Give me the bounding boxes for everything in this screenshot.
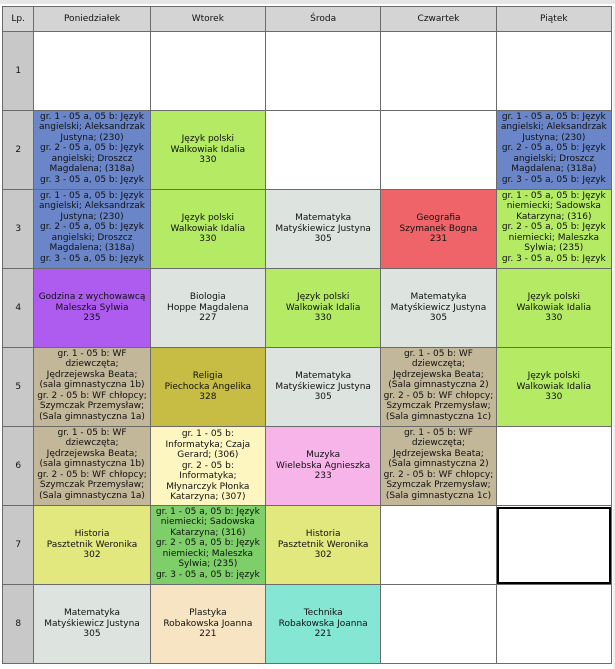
- timetable-cell-wednesday[interactable]: [266, 427, 381, 506]
- lesson-row-4: [3, 269, 612, 348]
- lesson-text: [381, 586, 495, 663]
- timetable-cell-tuesday[interactable]: [150, 190, 265, 269]
- timetable-cell-monday[interactable]: [34, 348, 150, 427]
- lesson-row-5: [3, 348, 612, 427]
- lesson-text: Matematyka Matyśkiewicz Justyna 305: [44, 608, 140, 640]
- lesson-text: [266, 33, 380, 110]
- header-row: [3, 7, 612, 32]
- timetable-cell-friday[interactable]: [496, 585, 611, 664]
- timetable-cell-friday[interactable]: [496, 506, 611, 585]
- lesson-text: gr. 1 - 05 a, 05 b: Język niemiecki; Sadowska Katarzyna; (316) gr. 2 - 05 a, 05 b: Język niemiecki; Maleszka Sylwia; (235) gr. 3 - 05 a, 05 b: język: [155, 506, 260, 580]
- lesson-text: Technika Robakowska Joanna 221: [278, 608, 368, 640]
- lesson-text: [381, 33, 495, 110]
- timetable-cell-thursday[interactable]: [381, 427, 496, 506]
- timetable-cell-wednesday[interactable]: [266, 269, 381, 348]
- lesson-text: Plastyka Robakowska Joanna 221: [163, 608, 253, 640]
- timetable-cell-monday[interactable]: [34, 585, 150, 664]
- lesson-number[interactable]: 1: [3, 32, 34, 111]
- lesson-number[interactable]: 4: [3, 269, 34, 348]
- lesson-text: Biologia Hoppe Magdalena 227: [167, 292, 249, 324]
- header-day-tuesday[interactable]: Wtorek: [150, 7, 265, 32]
- timetable-cell-tuesday[interactable]: [150, 111, 265, 190]
- lesson-row-1: [3, 32, 612, 111]
- lesson-text: gr. 1 - 05 a, 05 b: Język angielski; Aleksandrzak Justyna; (230) gr. 2 - 05 a, 05 b: Język angielski; Droszcz Magdalena; (318a) gr. 3 - 05 a, 05 b: Język: [39, 111, 145, 185]
- lesson-row-2: [3, 111, 612, 190]
- timetable-cell-monday[interactable]: [34, 32, 150, 111]
- timetable-cell-friday[interactable]: [496, 427, 611, 506]
- lesson-row-7: [3, 506, 612, 585]
- lesson-text: Religia Piechocka Angelika 328: [164, 371, 252, 403]
- timetable-cell-thursday[interactable]: [381, 190, 496, 269]
- lesson-text: [34, 33, 149, 110]
- lesson-text: [266, 112, 380, 189]
- lesson-number[interactable]: 5: [3, 348, 34, 427]
- lesson-row-3: [3, 190, 612, 269]
- lesson-text: gr. 1 - 05 b: WF dziewczęta; Jędrzejewska Beata; (Sala gimnastyczna 2) gr. 2 - 05 b: WF chłopcy; Szymczak Przemysław; (Sala gimnastyczna 1c): [383, 348, 494, 422]
- lesson-row-6: [3, 427, 612, 506]
- lesson-text: [381, 507, 495, 584]
- timetable-cell-friday[interactable]: [496, 269, 611, 348]
- timetable-cell-tuesday[interactable]: [150, 427, 265, 506]
- lesson-number[interactable]: 6: [3, 427, 34, 506]
- lesson-text: gr. 1 - 05 b: WF dziewczęta; Jędrzejewska Beata; (sala gimnastyczna 1b) gr. 2 - 05 b: WF chłopcy; Szymczak Przemysław; (Sala gimnastyczna 1a): [37, 427, 147, 501]
- lesson-text: Język polski Walkowiak Idalia 330: [516, 292, 592, 324]
- lesson-text: [497, 428, 611, 505]
- lesson-text: gr. 1 - 05 b: Informatyka; Czaja Gerard; (306) gr. 2 - 05 b: Informatyka; Młynarczyk Płonka Katarzyna; (307): [165, 429, 251, 503]
- lesson-text: Język polski Walkowiak Idalia 330: [516, 371, 592, 403]
- lesson-text: [497, 586, 611, 663]
- timetable-cell-tuesday[interactable]: [150, 32, 265, 111]
- timetable-cell-friday[interactable]: [496, 111, 611, 190]
- lesson-text: Język polski Walkowiak Idalia 330: [170, 134, 246, 166]
- lesson-text: [151, 33, 265, 110]
- header-day-thursday[interactable]: Czwartek: [381, 7, 496, 32]
- timetable-cell-wednesday[interactable]: [266, 111, 381, 190]
- header-lp[interactable]: Lp.: [3, 7, 34, 32]
- lesson-number[interactable]: 2: [3, 111, 34, 190]
- lesson-text: [497, 507, 611, 584]
- timetable-cell-friday[interactable]: [496, 190, 611, 269]
- lesson-text: [497, 33, 611, 110]
- header-day-monday[interactable]: Poniedziałek: [34, 7, 150, 32]
- lesson-text: Matematyka Matyśkiewicz Justyna 305: [275, 213, 371, 245]
- timetable-cell-monday[interactable]: [34, 190, 150, 269]
- timetable-cell-thursday[interactable]: [381, 585, 496, 664]
- timetable-cell-thursday[interactable]: [381, 32, 496, 111]
- timetable-cell-monday[interactable]: [34, 269, 150, 348]
- lesson-text: Geografia Szymanek Bogna 231: [399, 213, 478, 245]
- timetable-cell-thursday[interactable]: [381, 348, 496, 427]
- timetable-cell-thursday[interactable]: [381, 506, 496, 585]
- header-day-friday[interactable]: Piątek: [496, 7, 611, 32]
- lesson-text: Język polski Walkowiak Idalia 330: [285, 292, 361, 324]
- timetable-cell-thursday[interactable]: [381, 111, 496, 190]
- lesson-text: [381, 112, 495, 189]
- lesson-text: Historia Pasztetnik Weronika 302: [277, 529, 369, 561]
- lesson-text: gr. 1 - 05 a, 05 b: Język niemiecki; Sadowska Katarzyna; (316) gr. 2 - 05 a, 05 b: Język niemiecki; Maleszka Sylwia; (235) gr. 3 - 05 a, 05 b: Język: [501, 190, 606, 264]
- timetable-cell-tuesday[interactable]: [150, 269, 265, 348]
- timetable-cell-wednesday[interactable]: [266, 585, 381, 664]
- timetable-cell-wednesday[interactable]: [266, 32, 381, 111]
- lesson-text: Matematyka Matyśkiewicz Justyna 305: [390, 292, 487, 324]
- timetable-cell-monday[interactable]: [34, 111, 150, 190]
- lesson-text: Historia Pasztetnik Weronika 302: [46, 529, 138, 561]
- timetable-cell-thursday[interactable]: [381, 269, 496, 348]
- timetable-cell-friday[interactable]: [496, 32, 611, 111]
- lesson-text: gr. 1 - 05 b: WF dziewczęta; Jędrzejewska Beata; (sala gimnastyczna 1b) gr. 2 - 05 b: WF chłopcy; Szymczak Przemysław; (Sala gimnastyczna 1a): [37, 348, 147, 422]
- lesson-text: Matematyka Matyśkiewicz Justyna 305: [275, 371, 371, 403]
- window-top-strip: [0, 0, 615, 4]
- lesson-number[interactable]: 7: [3, 506, 34, 585]
- lesson-number[interactable]: 8: [3, 585, 34, 664]
- timetable-cell-wednesday[interactable]: [266, 190, 381, 269]
- timetable-cell-monday[interactable]: [34, 427, 150, 506]
- timetable-cell-tuesday[interactable]: [150, 585, 265, 664]
- timetable-cell-tuesday[interactable]: [150, 348, 265, 427]
- lesson-text: Język polski Walkowiak Idalia 330: [170, 213, 246, 245]
- lesson-row-8: [3, 585, 612, 664]
- lesson-text: Godzina z wychowawcą Maleszka Sylwia 235: [38, 292, 146, 324]
- lesson-text: Muzyka Wielebska Agnieszka 233: [276, 450, 371, 482]
- timetable-grid: [2, 6, 612, 664]
- header-day-wednesday[interactable]: Środa: [266, 7, 381, 32]
- lesson-text: gr. 1 - 05 b: WF dziewczęta; Jędrzejewska Beata; (Sala gimnastyczna 2) gr. 2 - 05 b: WF chłopcy; Szymczak Przemysław; (Sala gimnastyczna 1c): [383, 427, 494, 501]
- timetable-cell-friday[interactable]: [496, 348, 611, 427]
- lesson-text: gr. 1 - 05 a, 05 b: Język angielski; Aleksandrzak Justyna; (230) gr. 2 - 05 a, 05 b: Język angielski; Droszcz Magdalena; (318a) gr. 3 - 05 a, 05 b: Język: [39, 190, 145, 264]
- timetable-cell-tuesday[interactable]: [150, 506, 265, 585]
- timetable-cell-wednesday[interactable]: [266, 348, 381, 427]
- lesson-number[interactable]: 3: [3, 190, 34, 269]
- lesson-text: gr. 1 - 05 a, 05 b: Język angielski; Aleksandrzak Justyna; (230) gr. 2 - 05 a, 05 b: Język angielski; Droszcz Magdalena; (318a) gr. 3 - 05 a, 05 b: Język: [500, 111, 607, 185]
- timetable-cell-wednesday[interactable]: [266, 506, 381, 585]
- timetable-cell-monday[interactable]: [34, 506, 150, 585]
